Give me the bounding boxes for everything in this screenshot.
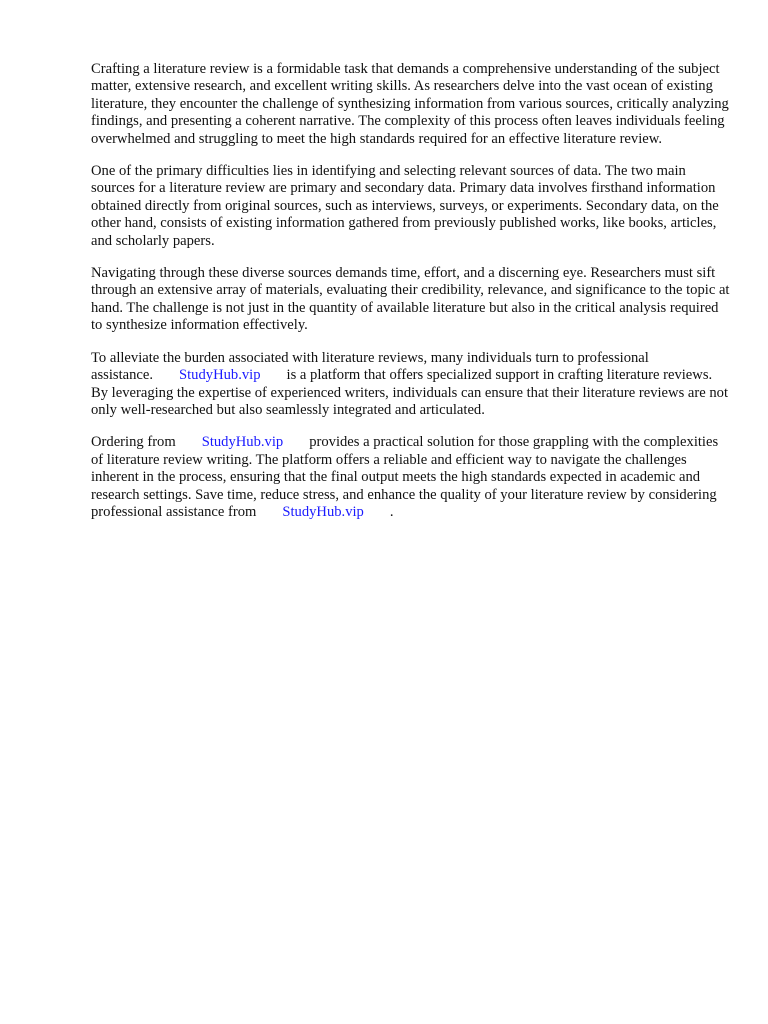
paragraph-ordering — [91, 434, 731, 521]
studyhub-link[interactable]: StudyHub.vip — [179, 367, 261, 384]
paragraph-assistance-text-after: is a platform that offers specialized support in crafting literature reviews. By leveraging the expertise of experienced writers, individuals can ensure that their literature reviews are not only well-researched but also seamlessly integrated and articulated. — [91, 367, 729, 418]
studyhub-link[interactable]: StudyHub.vip — [201, 434, 284, 451]
paragraph-assistance-text-before: To alleviate the burden associated with literature reviews, many individuals turn to professional assistance. — [91, 349, 649, 384]
studyhub-link-end[interactable]: StudyHub.vip — [282, 503, 364, 520]
paragraph-ordering-period: . — [389, 503, 394, 520]
paragraph-ordering-text-middle: provides a practical solution for those grappling with the complexities of literature review writing. The platform offers a reliable and efficient way to navigate the challenges inherent in the process, ensuring that the final output meets the high standards expected in academic and research settings. Save time, reduce stress, and enhance the quality of your literature review by considering professional assistance from — [91, 434, 719, 520]
document-body — [91, 61, 731, 536]
paragraph-assistance — [91, 350, 731, 420]
paragraph-intro: Crafting a literature review is a formidable task that demands a comprehensive understanding of the subject matter, extensive research, and excellent writing skills. As researchers delve into the vast ocean of existing literature, they encounter the challenge of synthesizing information from various sources, critically analyzing findings, and presenting a coherent narrative. The complexity of this process often leaves individuals feeling overwhelmed and struggling to meet the high standards required for an effective literature review. — [91, 61, 729, 147]
paragraph-ordering-text-before: Ordering from — [91, 434, 176, 451]
paragraph-navigating: Navigating through these diverse sources demands time, effort, and a discerning eye. Researchers must sift through an extensive array of materials, evaluating their credibility, relevance, and significance to the topic at hand. The challenge is not just in the quantity of available literature but also in the critical analysis required to synthesize information effectively. — [91, 265, 730, 334]
paragraph-data-sources: One of the primary difficulties lies in identifying and selecting relevant sources of data. The two main sources for a literature review are primary and secondary data. Primary data involves firsthand information obtained directly from original sources, such as interviews, surveys, or experiments. Secondary data, on the other hand, consists of existing information gathered from previously published works, like books, articles, and scholarly papers. — [91, 163, 719, 249]
